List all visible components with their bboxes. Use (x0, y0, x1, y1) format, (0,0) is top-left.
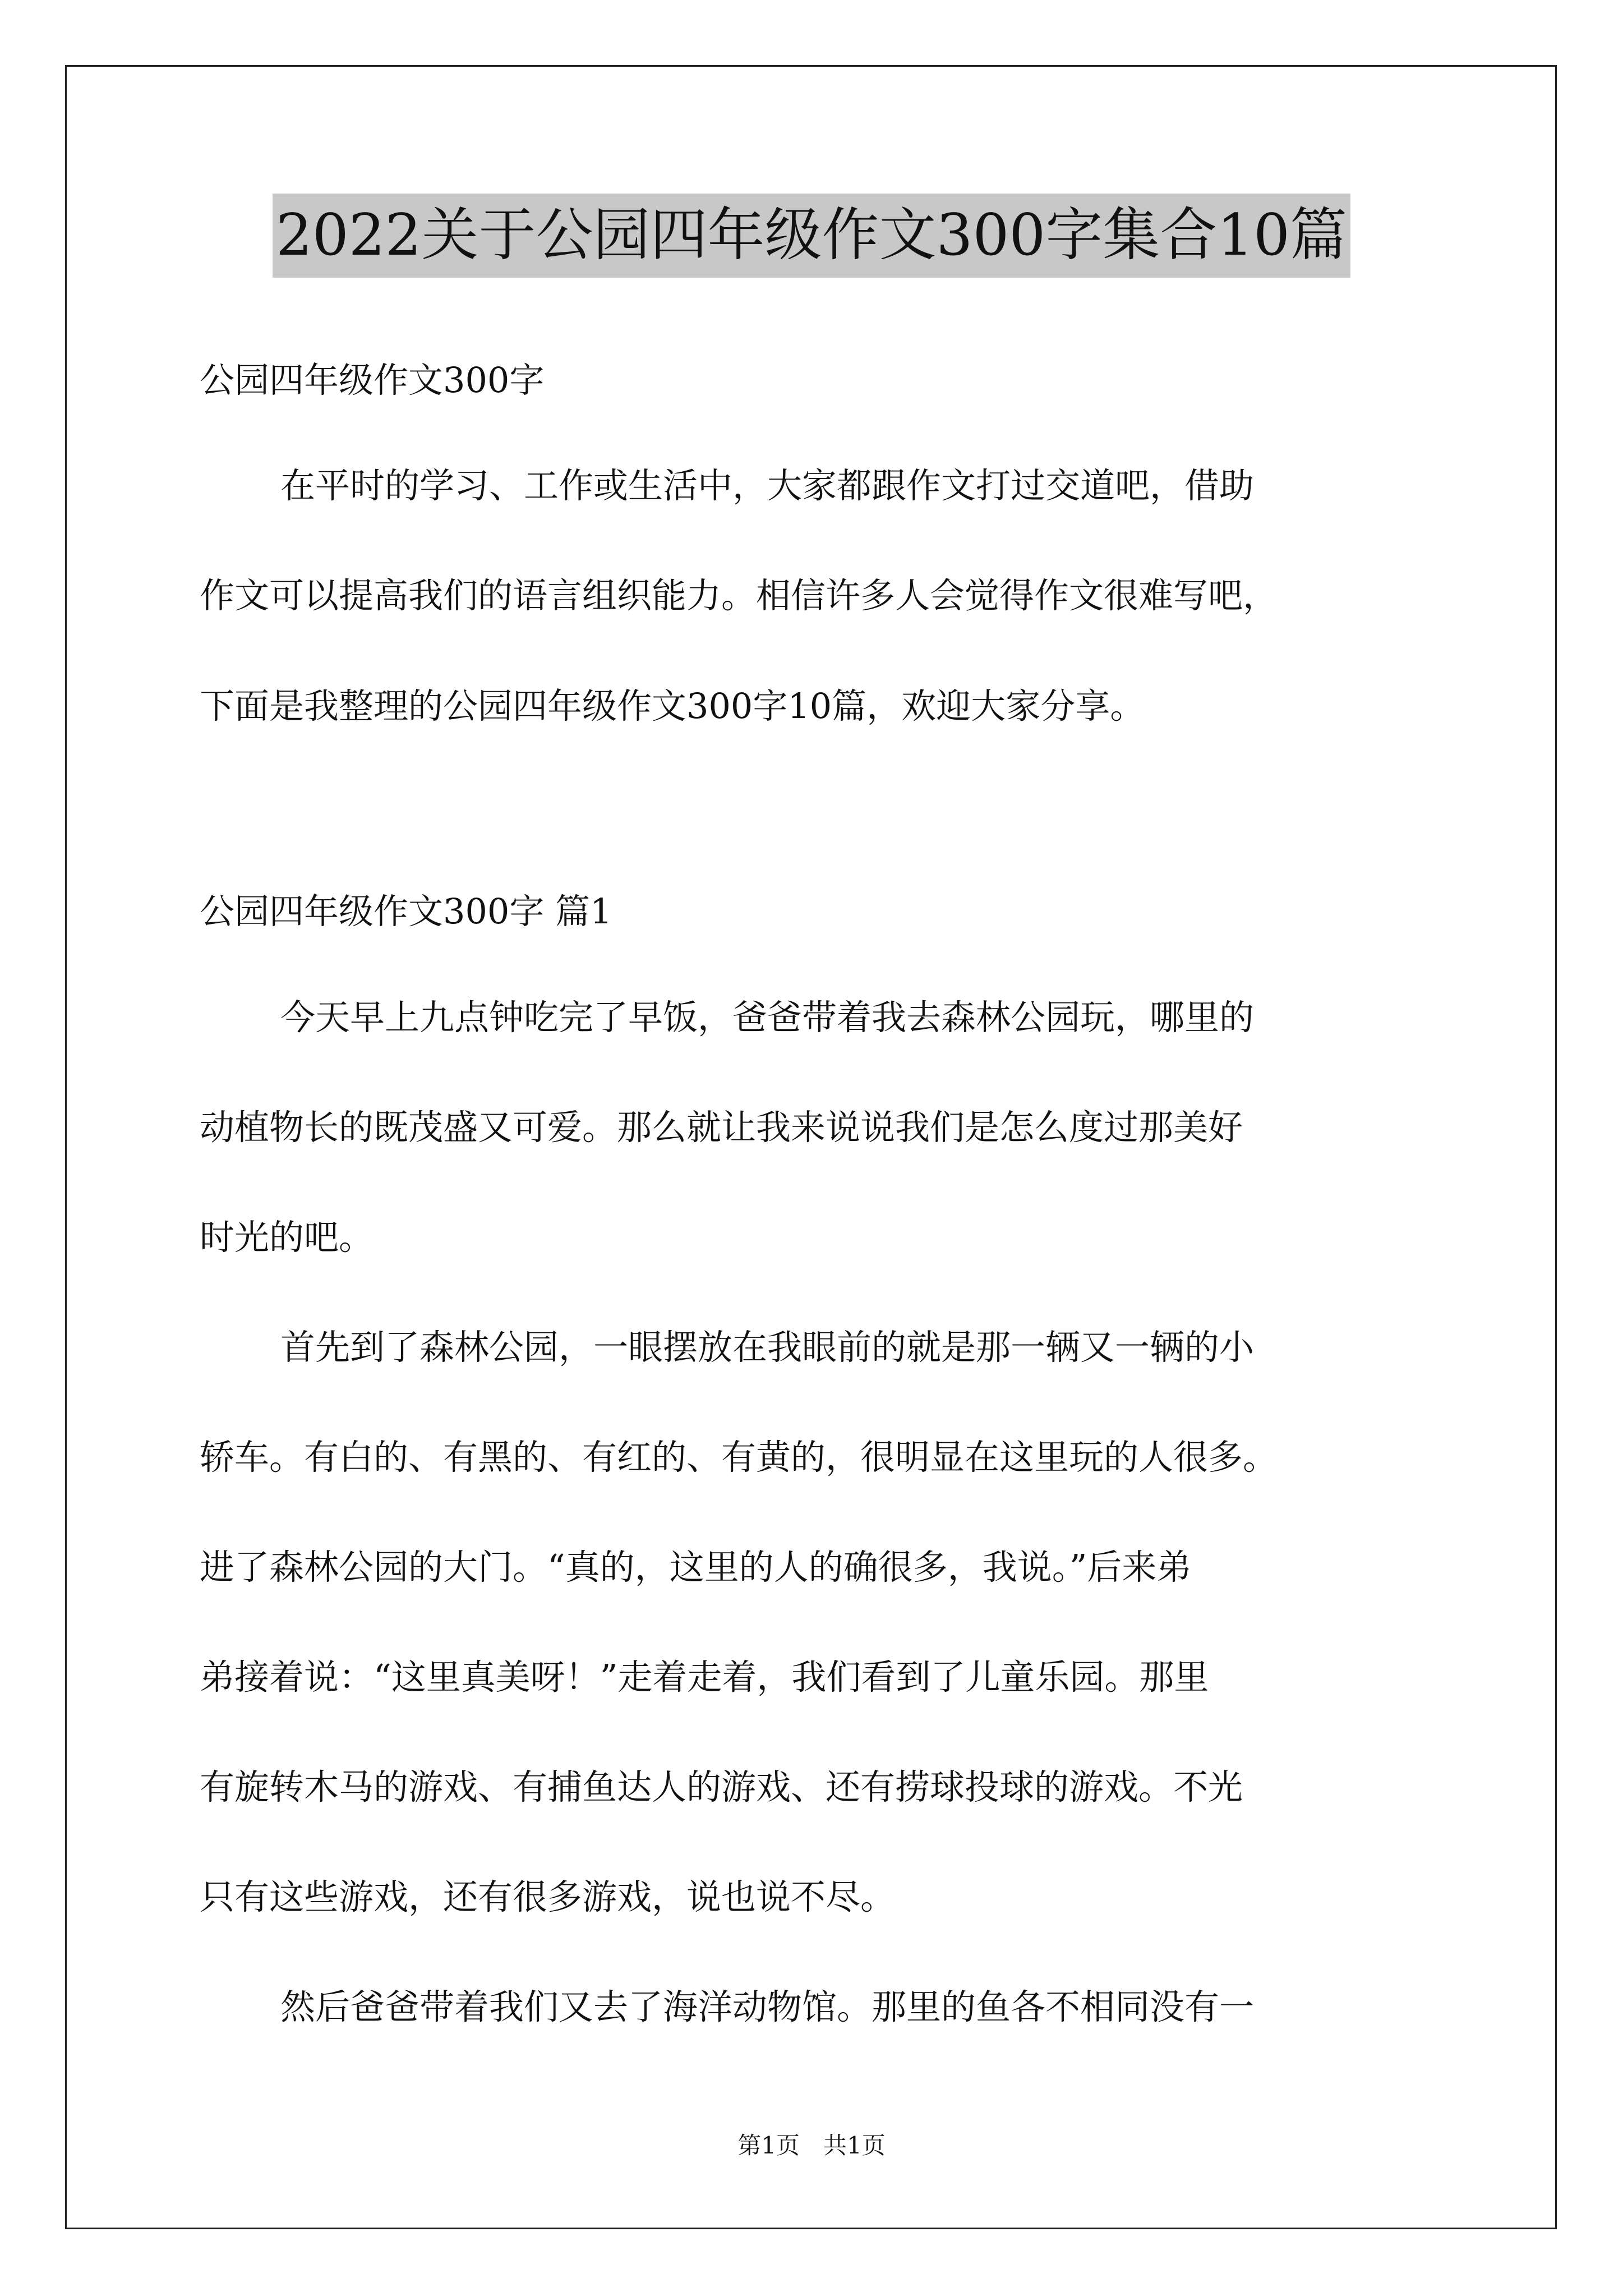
paragraph-line: 今天早上九点钟吃完了早饭，爸爸带着我去森林公园玩，哪里的 (280, 997, 1255, 1038)
intro-line: 下面是我整理的公园四年级作文300字10篇，欢迎大家分享。 (200, 685, 1145, 726)
document-title: 2022关于公园四年级作文300字集合10篇 (273, 194, 1350, 278)
page-number-footer: 第1页 共1页 (737, 2132, 886, 2159)
essay-heading: 公园四年级作文300字 篇1 (200, 891, 612, 932)
paragraph-line: 首先到了森林公园，一眼摆放在我眼前的就是那一辆又一辆的小 (280, 1327, 1255, 1368)
paragraph-line: 只有这些游戏，还有很多游戏，说也说不尽。 (200, 1876, 896, 1917)
paragraph-line: 进了森林公园的大门。“真的，这里的人的确很多，我说。”后来弟 (200, 1547, 1192, 1588)
intro-heading: 公园四年级作文300字 (200, 360, 545, 401)
paragraph-line: 弟接着说：“这里真美呀！”走着走着，我们看到了儿童乐园。那里 (200, 1657, 1209, 1697)
intro-line: 在平时的学习、工作或生活中，大家都跟作文打过交道吧，借助 (280, 465, 1255, 506)
paragraph-line: 时光的吧。 (200, 1217, 374, 1258)
intro-line: 作文可以提高我们的语言组织能力。相信许多人会觉得作文很难写吧， (200, 575, 1278, 616)
paragraph-line: 有旋转木马的游戏、有捕鱼达人的游戏、还有捞球投球的游戏。不光 (200, 1766, 1243, 1807)
title-container (0, 194, 1623, 278)
paragraph-line: 然后爸爸带着我们又去了海洋动物馆。那里的鱼各不相同没有一 (280, 1986, 1255, 2027)
paragraph-line: 动植物长的既茂盛又可爱。那么就让我来说说我们是怎么度过那美好 (200, 1107, 1243, 1148)
paragraph-line: 轿车。有白的、有黑的、有红的、有黄的，很明显在这里玩的人很多。 (200, 1437, 1278, 1478)
